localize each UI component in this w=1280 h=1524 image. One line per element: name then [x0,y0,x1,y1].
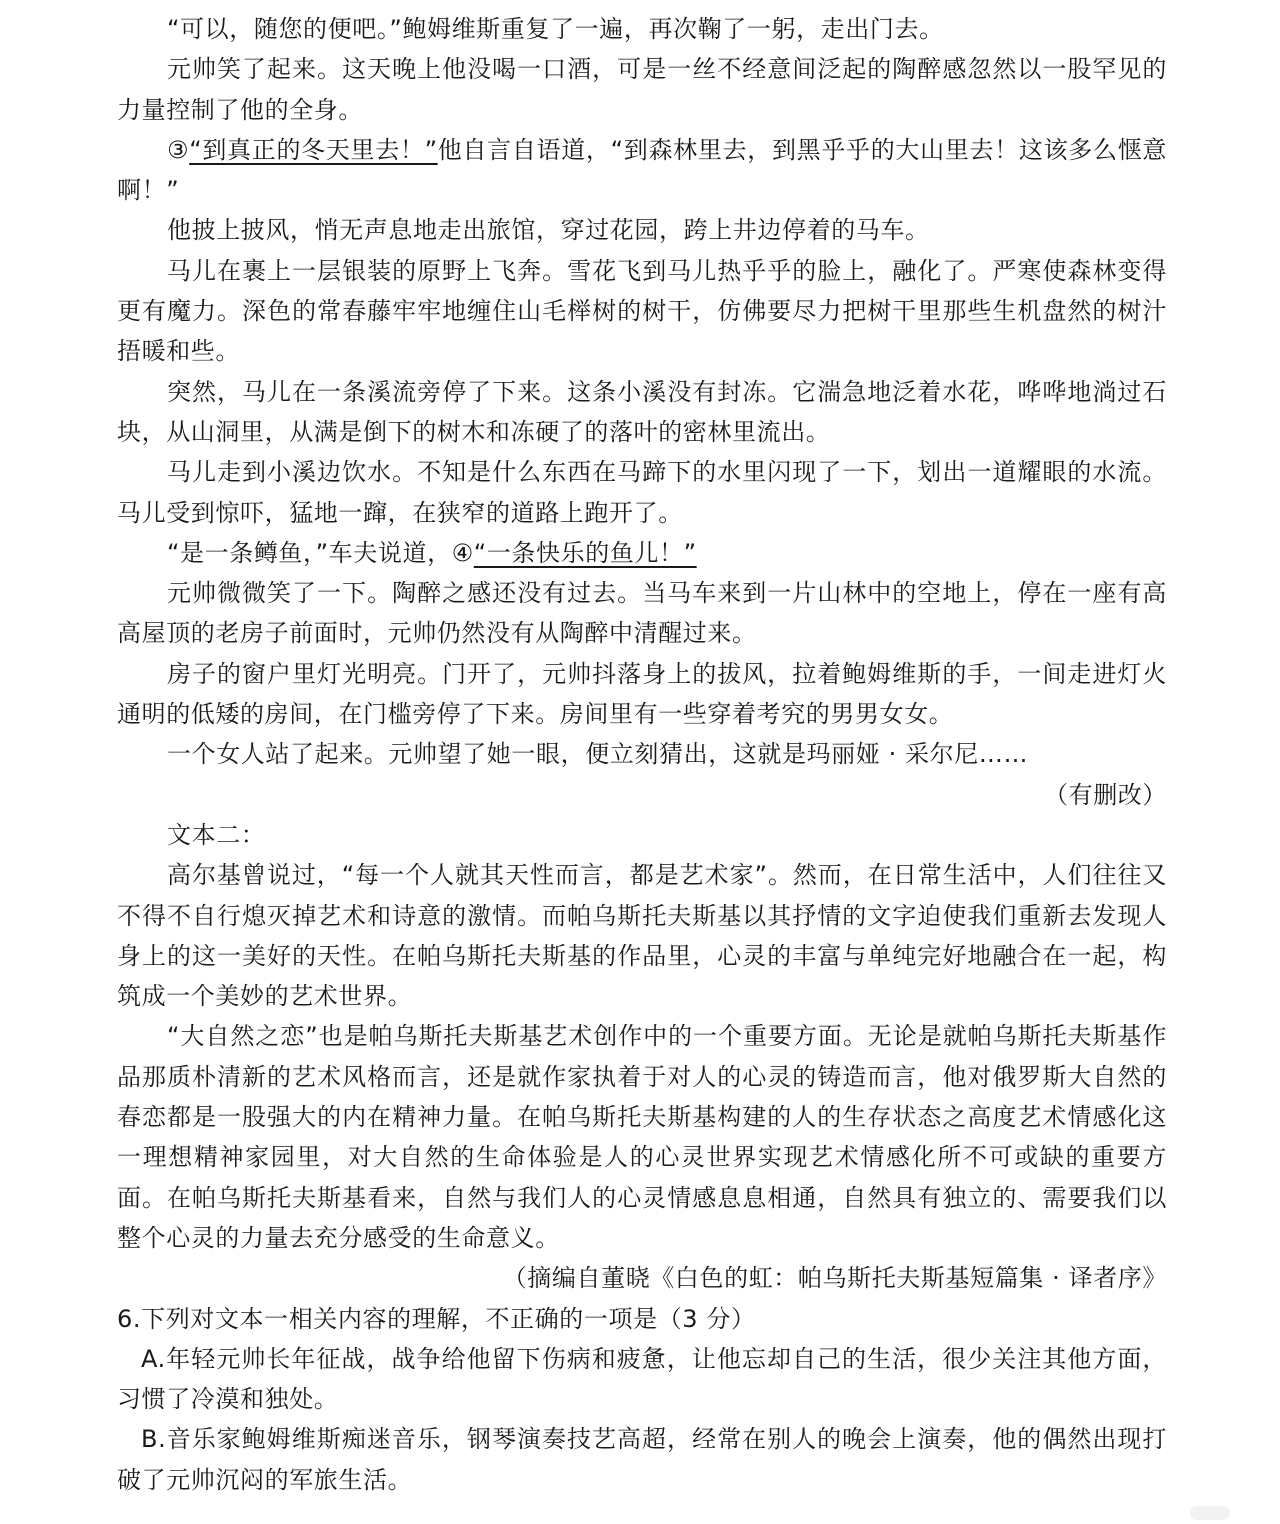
paragraph-text: 一个女人站了起来。元帅望了她一眼，便立刻猜出，这就是玛丽娅 · 采尔尼…… [167,740,1029,769]
text2-heading [117,815,1167,855]
paragraph-text: 他自言自语道，“到森林里去，到黑乎乎的大山里去！这该多么惬意啊！” [117,135,1167,205]
page-corner-mark [1190,1506,1230,1520]
paragraph-marked-3 [117,130,1167,211]
paragraph [117,210,1167,250]
underlined-sentence-3: “到真正的冬天里去！” [189,135,438,164]
paragraph-text: 马儿在裹上一层银装的原野上飞奔。雪花飞到马儿热乎乎的脸上，融化了。严寒使森林变得更有魔力。深色的常春藤牢牢地缠住山毛榉树的树干，仿佛要尽力把树干里那些生机盘然的树汁捂暖和些。 [117,256,1167,366]
option-a-text: A.年轻元帅长年征战，战争给他留下伤病和疲惫，让他忘却自己的生活，很少关注其他方面，习惯了冷漠和独处。 [117,1344,1167,1414]
paragraph [117,251,1167,372]
option-b [117,1419,1167,1500]
paragraph-text: 元帅笑了起来。这天晚上他没喝一口酒，可是一丝不经意间泛起的陶醉感忽然以一股罕见的力量控制了他的全身。 [117,55,1167,124]
circled-number-4: ④ [451,538,474,567]
paragraph-text: 元帅微微笑了一下。陶醉之感还没有过去。当马车来到一片山林中的空地上，停在一座有高高屋顶的老房子前面时，元帅仍然没有从陶醉中清醒过来。 [117,579,1167,648]
paragraph [117,573,1167,654]
edit-note-text: （有删改） [1044,780,1167,809]
question-stem [117,1299,1167,1339]
paragraph-text: 马儿走到小溪边饮水。不知是什么东西在马蹄下的水里闪现了一下，划出一道耀眼的水流。马儿受到惊吓，猛地一蹿，在狭窄的道路上跑开了。 [117,458,1167,527]
paragraph [117,452,1167,533]
paragraph-text: 房子的窗户里灯光明亮。门开了，元帅抖落身上的拔风，拉着鲍姆维斯的手，一间走进灯火通明的低矮的房间，在门槛旁停了下来。房间里有一些穿着考究的男男女女。 [117,659,1167,729]
edit-note [117,775,1167,815]
question-stem-text: 6.下列对文本一相关内容的理解，不正确的一项是（3 分） [117,1304,756,1333]
paragraph-text: 高尔基曾说过，“每一个人就其天性而言，都是艺术家”。然而，在日常生活中，人们往往又不得不自行熄灭掉艺术和诗意的激情。而帕乌斯托夫斯基以其抒情的文字迫使我们重新去发现人身上的这一美好的天性。在帕乌斯托夫斯基的作品里，心灵的丰富与单纯完好地融合在一起，构筑成一个美妙的艺术世界。 [117,861,1167,1011]
paragraph [117,654,1167,735]
option-a [117,1339,1167,1420]
paragraph-text: 他披上披风，悄无声息地走出旅馆，穿过花园，跨上井边停着的马车。 [167,216,930,245]
paragraph-text: “可以，随您的便吧。”鲍姆维斯重复了一遍，再次鞠了一躬，走出门去。 [167,15,944,43]
paragraph [117,855,1167,1016]
paragraph [117,49,1167,130]
paragraph [117,9,1167,49]
paragraph-text: 突然，马儿在一条溪流旁停了下来。这条小溪没有封冻。它湍急地泛着水花，哗哗地淌过石块，从山洞里，从满是倒下的树木和冻硬了的落叶的密林里流出。 [117,377,1167,446]
circled-number-3: ③ [167,135,190,164]
paragraph-text: “大自然之恋”也是帕乌斯托夫斯基艺术创作中的一个重要方面。无论是就帕乌斯托夫斯基作品那质朴清新的艺术风格而言，还是就作家执着于对人的心灵的铸造而言，他对俄罗斯大自然的春恋都是一股强大的内在精神力量。在帕乌斯托夫斯基构建的人的生存状态之高度艺术情感化这一理想精神家园里，对大自然的生命体验是人的心灵世界实现艺术情感化所不可或缺的重要方面。在帕乌斯托夫斯基看来，自然与我们人的心灵情感息息相通，自然具有独立的、需要我们以整个心灵的力量去充分感受的生命意义。 [117,1022,1167,1252]
paragraph [117,372,1167,453]
paragraph [117,734,1167,774]
underlined-sentence-4: “一条快乐的鱼儿！” [473,538,697,567]
paragraph [117,1016,1167,1258]
paragraph-text: “是一条鳟鱼，”车夫说道， [167,538,452,567]
paragraph-marked-4 [117,533,1167,573]
option-b-text: B.音乐家鲍姆维斯痴迷音乐，钢琴演奏技艺高超，经常在别人的晚会上演奏，他的偶然出现打破了元帅沉闷的军旅生活。 [117,1425,1167,1494]
reading-passage [117,9,1167,1500]
source-citation-text: （摘编自董晓《白色的虹：帕乌斯托夫斯基短篇集 · 译者序》 [502,1264,1167,1293]
source-citation [117,1258,1167,1298]
text2-heading-text: 文本二： [167,820,266,849]
